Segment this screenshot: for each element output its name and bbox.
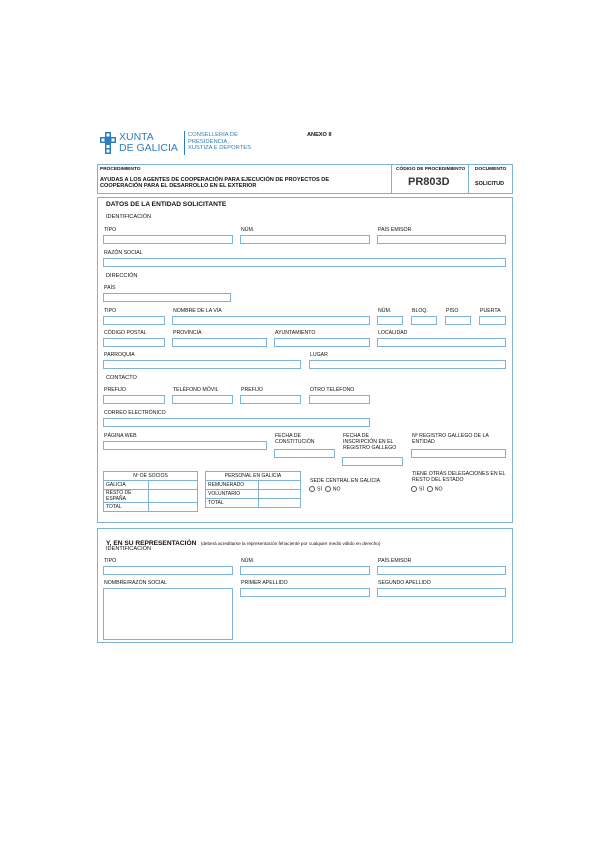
puerta-field[interactable] [479, 316, 506, 325]
personal-row-label: REMUNERADO [206, 481, 259, 490]
rep-nombre-field[interactable] [103, 588, 233, 640]
pais-label: PAÍS [104, 285, 116, 291]
pais-emisor-field[interactable] [377, 235, 506, 244]
socios-row-text: RESTO DE ESPAÑA [106, 490, 132, 502]
provincia-label: PROVINCIA [173, 330, 202, 336]
ayuntamiento-field[interactable] [274, 338, 370, 347]
procedure-code: PR803D [408, 176, 450, 188]
delegaciones-yes-radio[interactable] [411, 486, 417, 492]
procedure-text-2: COOPERACIÓN PARA EL DESARROLLO EN EL EXTERIOR [100, 183, 257, 189]
dept-line-1: CONSELLERÍA DE [188, 132, 238, 138]
header-divider-1 [391, 164, 392, 194]
registro-gallego-label: Nº REGISTRO GALLEGO DE LA ENTIDAD [412, 433, 489, 445]
rep-tipo-field[interactable] [103, 566, 233, 575]
logo-divider [184, 131, 185, 155]
pais-field[interactable] [103, 293, 231, 302]
puerta-label: PUERTA [480, 308, 501, 314]
sede-no-label: NO [332, 486, 341, 493]
localidad-field[interactable] [377, 338, 506, 347]
via-tipo-field[interactable] [103, 316, 165, 325]
pais-emisor-label: PAÍS EMISOR [378, 227, 412, 233]
lugar-label: LUGAR [310, 352, 328, 358]
representation-title: Y, EN SU REPRESENTACIÓN [106, 540, 197, 547]
delegaciones-radio-group [411, 486, 443, 492]
socios-table [103, 471, 198, 512]
otro-telefono-field[interactable] [309, 395, 370, 404]
delegaciones-no-radio[interactable] [427, 486, 433, 492]
telefono-movil-field[interactable] [172, 395, 233, 404]
rep-primer-apellido-label: PRIMER APELLIDO [241, 580, 288, 586]
piso-label: PISO [446, 308, 459, 314]
parroquia-label: PARROQUIA [104, 352, 135, 358]
rep-num-label: NÚM. [241, 558, 255, 564]
code-label: CÓDIGO DE PROCEDIMIENTO [396, 167, 466, 172]
xunta-wordmark [119, 132, 178, 153]
telefono-movil-label: TELÉFONO MÓVIL [173, 387, 219, 393]
localidad-label: LOCALIDAD [378, 330, 408, 336]
tipo-field[interactable] [103, 235, 233, 244]
socios-row-label: TOTAL [104, 503, 149, 512]
pagina-web-field[interactable] [103, 441, 267, 450]
rep-identification-heading: IDENTIFICACIÓN [106, 546, 152, 552]
xunta-cross-icon [100, 132, 116, 154]
rep-pais-emisor-label: PAÍS EMISOR [378, 558, 412, 564]
via-tipo-label: TIPO [104, 308, 117, 314]
num-label: NÚM. [241, 227, 255, 233]
rep-num-field[interactable] [240, 566, 370, 575]
identification-heading: IDENTIFICACIÓN [106, 214, 152, 220]
personal-voluntario-cell[interactable] [259, 490, 301, 499]
correo-field[interactable] [103, 418, 370, 427]
nombre-via-label: NOMBRE DE LA VÍA [173, 308, 222, 314]
header-divider-2 [468, 164, 469, 194]
tipo-label: TIPO [104, 227, 117, 233]
razon-social-label: RAZÓN SOCIAL [104, 250, 143, 256]
lugar-field[interactable] [309, 360, 506, 369]
document-value: SOLICITUD [475, 181, 505, 187]
sede-yes-radio[interactable] [309, 486, 315, 492]
rep-pais-emisor-field[interactable] [377, 566, 506, 575]
sede-radio-group [309, 486, 341, 492]
entity-section-title: DATOS DE LA ENTIDAD SOLICITANTE [106, 201, 227, 208]
num-field[interactable] [240, 235, 370, 244]
nombre-via-field[interactable] [172, 316, 370, 325]
razon-social-field[interactable] [103, 258, 506, 267]
otro-telefono-label: OTRO TELÉFONO [310, 387, 355, 393]
personal-table [205, 471, 301, 508]
codigo-postal-label: CÓDIGO POSTAL [104, 330, 147, 336]
provincia-field[interactable] [172, 338, 267, 347]
dept-line-3: XUSTIZA E DEPORTES [188, 145, 252, 152]
fecha-inscripcion-label: FECHA DE INSCRIPCIÓN EN EL REGISTRO GALLEGO [343, 433, 397, 451]
fecha-inscripcion-field[interactable] [342, 457, 403, 466]
personal-remunerado-cell[interactable] [259, 481, 301, 490]
prefijo-label: PREFIJO [104, 387, 126, 393]
delegaciones-no-label: NO [434, 486, 443, 493]
fecha-constitucion-field[interactable] [274, 449, 335, 458]
socios-row-label: GALICIA [104, 481, 149, 490]
prefijo-field[interactable] [103, 395, 165, 404]
parroquia-field[interactable] [103, 360, 301, 369]
socios-espana-cell[interactable] [149, 490, 198, 503]
xunta-logo [100, 131, 260, 157]
correo-label: CORREO ELECTRÓNICO [104, 410, 166, 416]
piso-field[interactable] [445, 316, 471, 325]
sede-question: SEDE CENTRAL EN GALICIA [310, 478, 381, 484]
codigo-postal-field[interactable] [103, 338, 165, 347]
document-label: DOCUMENTO [475, 167, 507, 172]
xunta-line-2: DE GALICIA [119, 141, 178, 154]
rep-segundo-apellido-field[interactable] [377, 588, 506, 597]
department-name [188, 132, 251, 152]
bloq-field[interactable] [411, 316, 437, 325]
bloq-label: BLOQ. [412, 308, 428, 314]
delegaciones-yes-label: SÍ [419, 486, 424, 493]
dept-line-2: PRESIDENCIA, [188, 138, 229, 145]
representation-note: (deberá acreditarse la representación fehaciente por cualquier medio válido en derecho) [200, 541, 381, 546]
contacto-heading: CONTACTO [106, 375, 137, 381]
rep-primer-apellido-field[interactable] [240, 588, 370, 597]
procedure-label: PROCEDIMIENTO [100, 167, 141, 172]
prefijo-2-label: PREFIJO [241, 387, 263, 393]
rep-nombre-label: NOMBRE/RAZÓN SOCIAL [104, 580, 167, 586]
delegaciones-question: TIENE OTRAS DELEGACIONES EN EL RESTO DEL ESTADO [412, 471, 506, 483]
rep-segundo-apellido-label: SEGUNDO APELLIDO [378, 580, 431, 586]
socios-row-label [104, 490, 149, 503]
direccion-heading: DIRECCIÓN [106, 273, 138, 279]
socios-total-cell[interactable] [149, 503, 198, 512]
registro-gallego-field[interactable] [411, 449, 506, 458]
personal-row-label: VOLUNTARIO [206, 490, 259, 499]
sede-no-radio[interactable] [325, 486, 331, 492]
xunta-line-1: XUNTA [119, 131, 154, 143]
ayuntamiento-label: AYUNTAMIENTO [275, 330, 316, 336]
rep-tipo-label: TIPO [104, 558, 117, 564]
personal-row-label: TOTAL [206, 499, 259, 508]
socios-galicia-cell[interactable] [149, 481, 198, 490]
annex-label: ANEXO II [307, 132, 332, 138]
via-num-label: NÚM. [378, 308, 392, 314]
personal-title: PERSONAL EN GALICIA [206, 472, 301, 481]
via-num-field[interactable] [377, 316, 403, 325]
personal-total-cell[interactable] [259, 499, 301, 508]
socios-title: Nº DE SOCIOS [104, 472, 198, 481]
fecha-constitucion-label: FECHA DE CONSTITUCIÓN [275, 433, 315, 445]
prefijo-2-field[interactable] [240, 395, 301, 404]
sede-yes-label: SÍ [317, 486, 322, 493]
pagina-web-label: PÁGINA WEB [104, 433, 137, 439]
procedure-text-1: AYUDAS A LOS AGENTES DE COOPERACIÓN PARA EJECUCIÓN DE PROYECTOS DE [100, 177, 330, 183]
